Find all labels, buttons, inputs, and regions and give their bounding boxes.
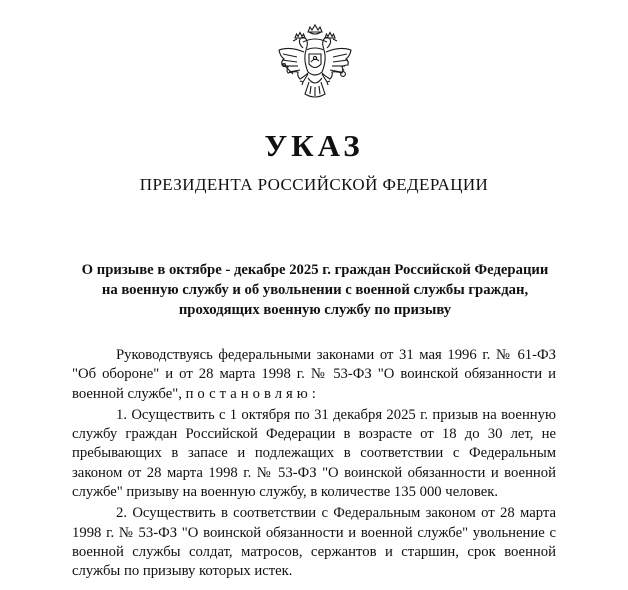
- decree-item-2: 2. Осуществить в соответствии с Федеральным законом от 28 марта 1998 г. № 53-ФЗ "О воинской обязанности и военной службе" увольнение с военной службы солдат, матросов, сержантов и старшин, срок военной службы по призыву которых истек.: [72, 505, 556, 580]
- preamble-text: Руководствуясь федеральными законами от 31 мая 1996 г. № 61-ФЗ "Об обороне" и от 28 марта 1998 г. № 53-ФЗ "О воинской обязанности и военной службе",: [72, 347, 556, 402]
- decree-heading: О призыве в октябре - декабре 2025 г. граждан Российской Федерации на военную службу и об увольнении с военной службы граждан, проходящих военную службу по призыву: [81, 262, 549, 318]
- document-subtitle: ПРЕЗИДЕНТА РОССИЙСКОЙ ФЕДЕРАЦИИ: [139, 175, 489, 194]
- preamble-decree-word: постановляю:: [185, 385, 320, 402]
- preamble-paragraph: [72, 346, 556, 404]
- decree-item-1: 1. Осуществить с 1 октября по 31 декабря 2025 г. призыв на военную службу граждан Российской Федерации в возрасте от 18 до 30 лет, не пребывающих в запасе и подлежащих в соответствии с Федеральным законом от 28 марта 1998 г. № 53-ФЗ "О воинской обязанности и военной службе" призыву на военную службу, в количестве 135 000 человек.: [72, 406, 556, 501]
- decree-body: [72, 346, 556, 584]
- document-title: УКАЗ: [264, 128, 364, 163]
- russian-coat-of-arms-icon: [273, 22, 357, 112]
